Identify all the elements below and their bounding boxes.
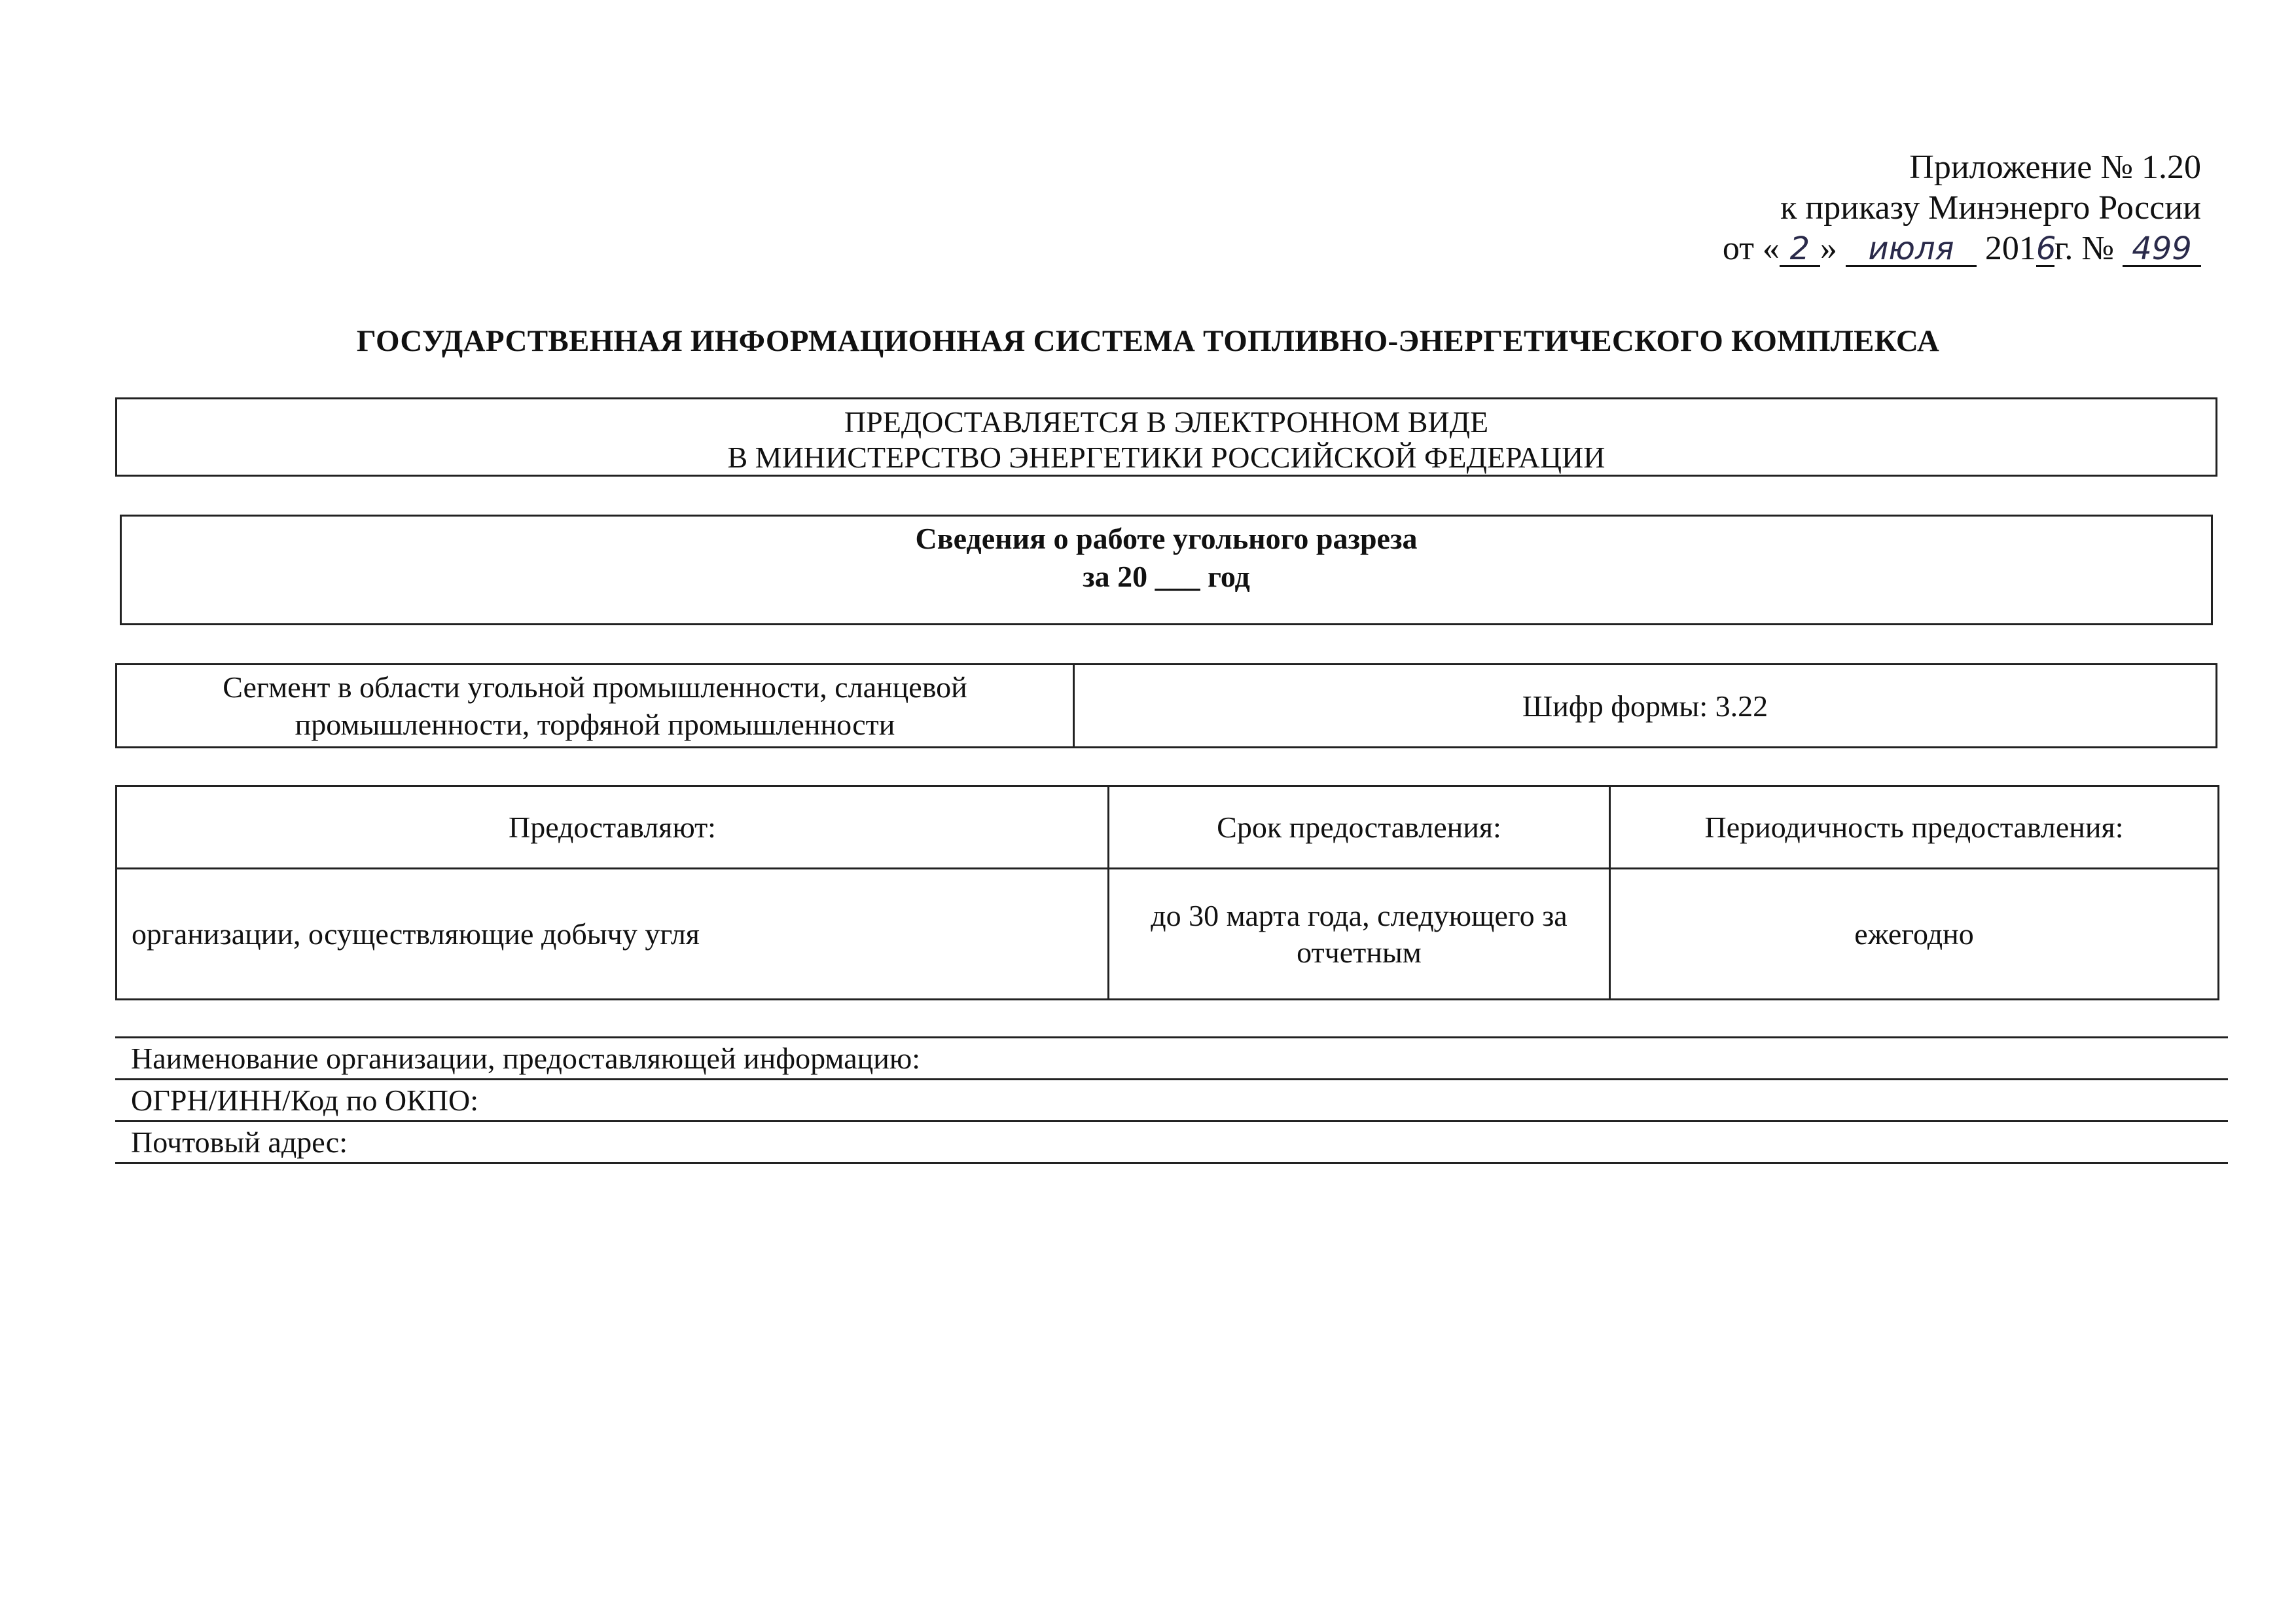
organization-info [115,1036,2228,1164]
date-month: июля [1868,230,1954,267]
report-period: за 20 ___ год [1083,560,1250,593]
org-name-label: Наименование организации, предоставляющей информацию: [131,1042,920,1075]
org-codes-line[interactable] [115,1078,2228,1120]
date-year-field [2036,232,2054,267]
header-providers: Предоставляют: [117,786,1109,869]
form-code-cell [1075,665,2215,746]
postal-address-label: Почтовый адрес: [131,1125,348,1159]
date-day-field [1780,232,1820,267]
cell-deadline: до 30 марта года, следующего за отчетным [1109,869,1610,1000]
provision-table [115,785,2219,1000]
form-code: Шифр формы: 3.22 [1522,689,1768,723]
segment-table [115,663,2217,748]
date-day: 2 [1789,230,1810,267]
org-name-line[interactable] [115,1036,2228,1078]
segment-text: Сегмент в области угольной промышленности, сланцевой промышленности, торфяной промышленности [223,670,967,741]
date-quote-close: » [1820,230,1837,267]
submission-box [115,397,2217,477]
cell-periodicity: ежегодно [1610,869,2219,1000]
date-year-digit: 6 [2036,230,2056,267]
report-title: Сведения о работе угольного разреза [915,522,1418,555]
report-title-box [120,515,2213,625]
date-month-field [1846,232,1977,267]
order-number-field [2123,232,2201,267]
postal-address-line[interactable] [115,1120,2228,1164]
appendix-order-ref: к приказу Минэнерго России [1780,189,2201,227]
header-periodicity: Периодичность предоставления: [1610,786,2219,869]
org-codes-label: ОГРН/ИНН/Код по ОКПО: [131,1084,479,1117]
table-row [117,869,2219,1000]
appendix-number: Приложение № 1.20 [1909,149,2201,186]
appendix-header [1612,147,2201,269]
appendix-date-line [1612,228,2201,269]
cell-providers: организации, осуществляющие добычу угля [117,869,1109,1000]
submission-line-1: ПРЕДОСТАВЛЯЕТСЯ В ЭЛЕКТРОННОМ ВИДЕ [844,405,1489,439]
order-number-label: г. № [2054,230,2114,267]
main-title: ГОСУДАРСТВЕННАЯ ИНФОРМАЦИОННАЯ СИСТЕМА ТОПЛИВНО-ЭНЕРГЕТИЧЕСКОГО КОМПЛЕКСА [356,324,1940,358]
submission-line-2: В МИНИСТЕРСТВО ЭНЕРГЕТИКИ РОССИЙСКОЙ ФЕДЕРАЦИИ [727,441,1605,474]
segment-cell [117,665,1075,746]
date-year-prefix: 201 [1984,230,2036,267]
table-header-row [117,786,2219,869]
date-prefix: от « [1722,230,1780,267]
header-deadline: Срок предоставления: [1109,786,1610,869]
order-number: 499 [2132,230,2192,267]
